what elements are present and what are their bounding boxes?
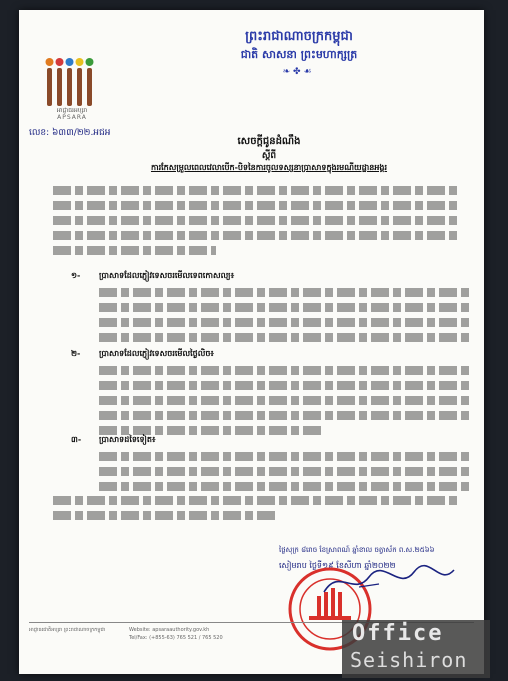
footer-website: Website: apsaraauthority.gov.kh <box>129 627 210 633</box>
section-3 <box>71 434 469 497</box>
watermark-line2: Seishiron <box>350 648 468 672</box>
closing-paragraph <box>53 496 461 526</box>
notice-subject: ការកែសម្រួលពេលវេលាបើក-បិទនៃការចូលទស្សនាប្រាសាទក្នុងរមណីយដ្ឋានអង្គរ <box>150 163 388 172</box>
intro-paragraph <box>53 186 461 261</box>
section-number: ៣- <box>71 435 82 444</box>
ornament-divider: ❧ ✤ ☙ <box>282 67 312 77</box>
brand-caption: អាជ្ញាធរអប្សរា <box>56 107 88 114</box>
notice-title: សេចក្ដីជូនដំណឹង <box>237 136 301 147</box>
national-motto: ជាតិ សាសនា ព្រះមហាក្សត្រ <box>240 48 358 61</box>
date-lunar: ថ្ងៃសុក្រ ៨រោច ខែស្រាពណ៍ ឆ្នាំខាល ចត្វាស័ក ព.ស.២៥៦៦ <box>279 546 435 554</box>
section-number: ១- <box>71 271 81 280</box>
section-heading: ប្រាសាទដែលភ្ញៀវទេសចរមើលថ្ងៃលិច៖ <box>99 349 214 358</box>
brand-name: APSARA <box>57 114 87 121</box>
date-solar: សៀមរាប ថ្ងៃទី១៩ ខែសីហា ឆ្នាំ២០២២ <box>279 561 396 570</box>
footer-address: អាជ្ញាធរជាតិអប្សរា ព្រះរាជាណាចក្រកម្ពុជា <box>29 627 106 633</box>
section-number: ២- <box>71 349 81 358</box>
section-1 <box>71 270 469 348</box>
section-heading: ប្រាសាទដែលភ្ញៀវទេសចរមើលទេពកោសល្យ៖ <box>99 271 235 280</box>
section-heading: ប្រាសាទដទៃទៀត៖ <box>99 435 156 444</box>
watermark-line1: Office <box>352 621 444 646</box>
kingdom-heading: ព្រះរាជាណាចក្រកម្ពុជា <box>245 29 353 44</box>
reference-number: លេខ: ៦៣៣/២២.អជអ <box>29 128 111 138</box>
document-page <box>19 10 484 674</box>
footer-tel: Tel/Fax: (+855-63) 765 521 / 765 520 <box>129 635 223 641</box>
notice-subtitle: ស្ដីពី <box>261 151 277 161</box>
footer-contact <box>129 626 309 642</box>
signature-icon <box>319 562 459 602</box>
section-2 <box>71 348 469 441</box>
